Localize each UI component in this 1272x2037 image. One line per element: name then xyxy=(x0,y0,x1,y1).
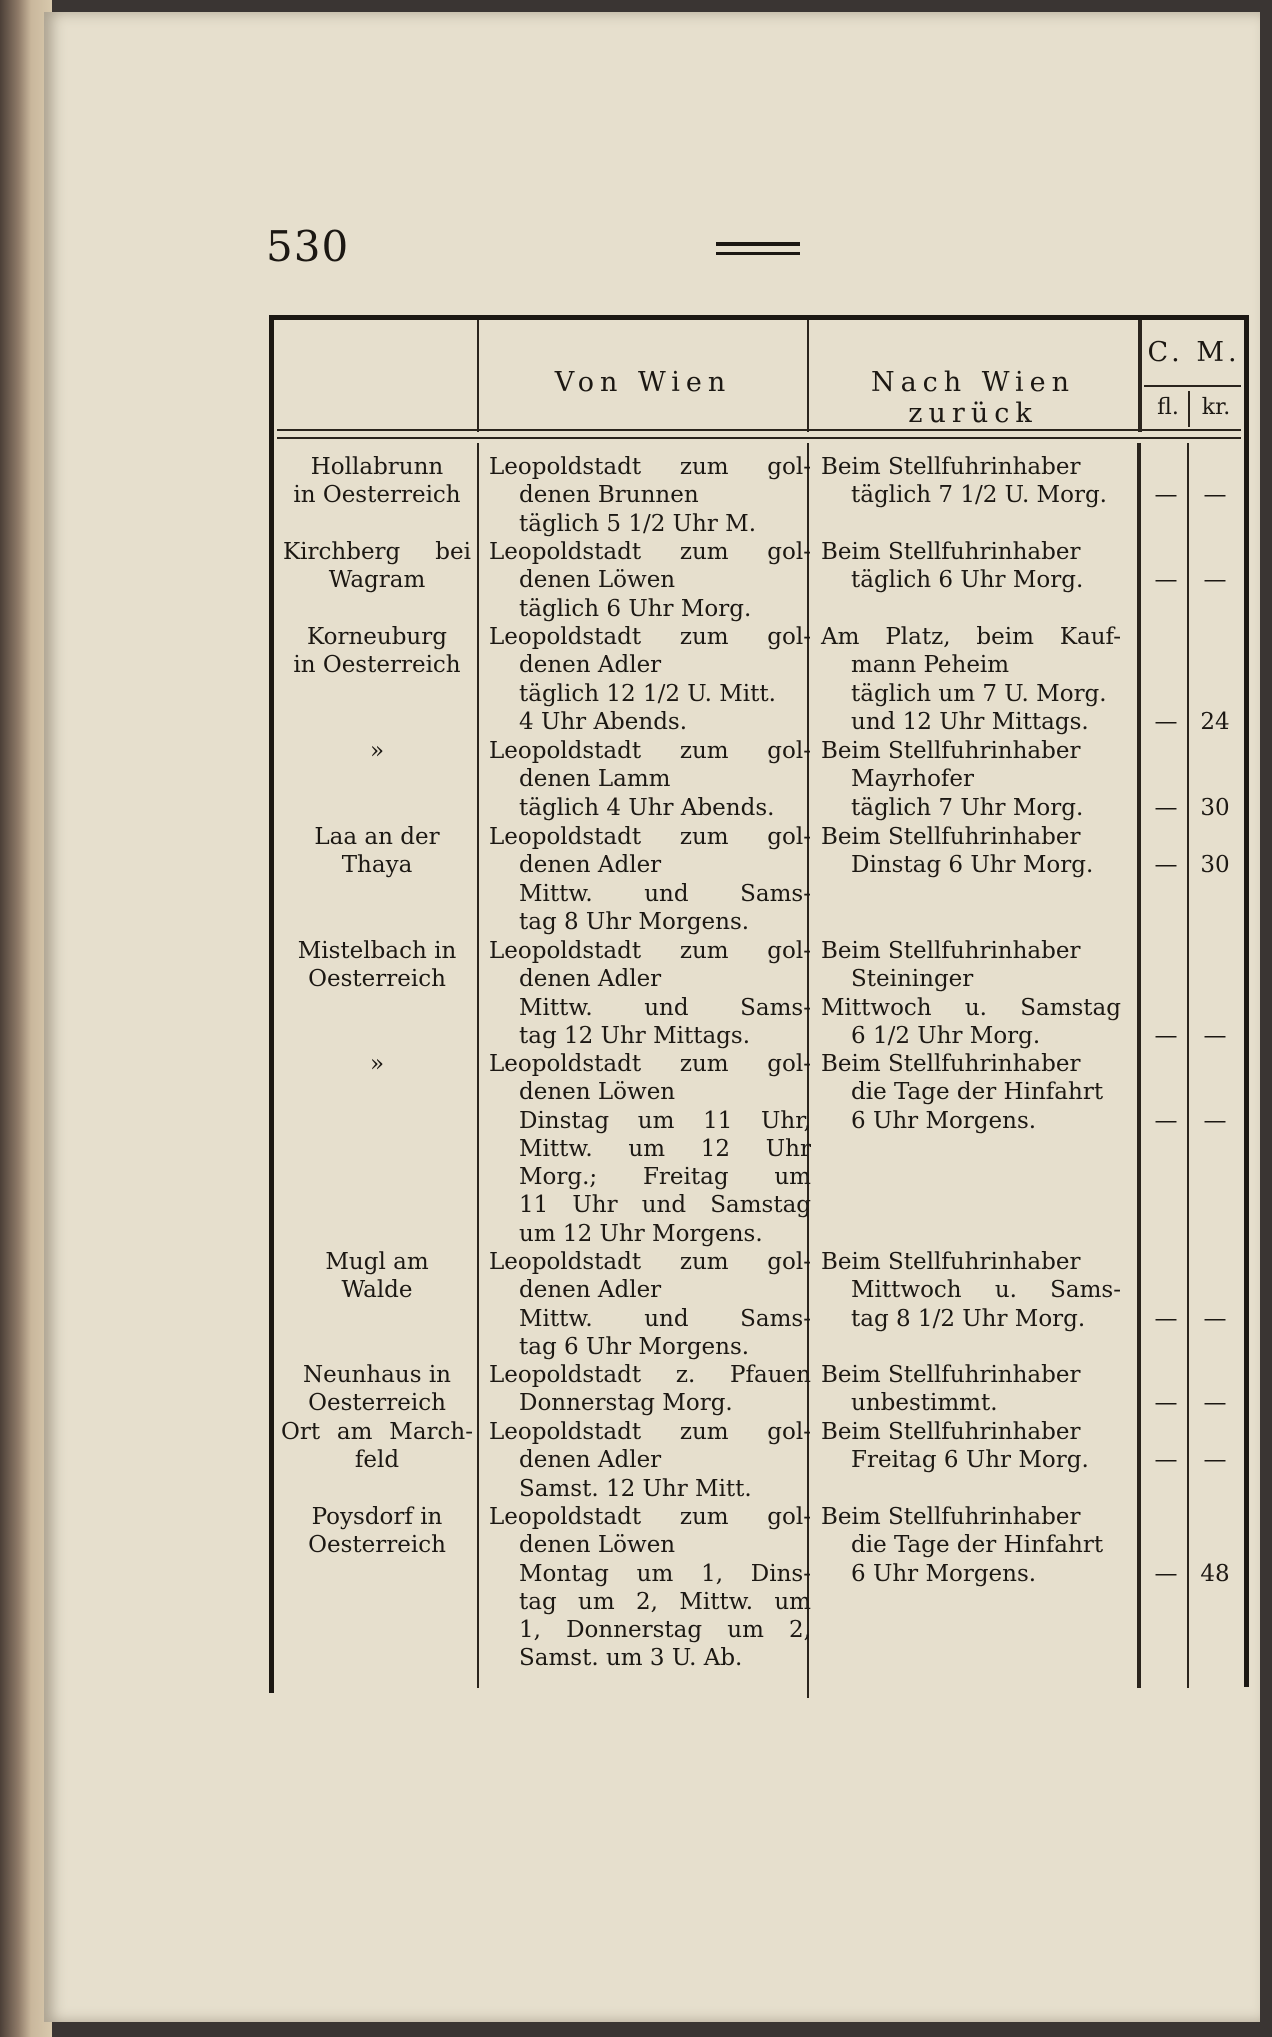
row-place: Korneuburg in Oesterreich xyxy=(293,624,461,679)
row-von-wien: Leopoldstadt zum gol- denen Lamm täglich 4 Uhr Abends. xyxy=(489,738,811,821)
header-von-wien: Von Wien xyxy=(554,367,732,398)
row-nach-wien: Beim Stellfuhrinhaber unbestimmt. xyxy=(821,1362,1081,1417)
column-divider-header-3 xyxy=(1138,320,1142,432)
row-von-wien: Leopoldstadt z. Pfauen Donnerstag Morg. xyxy=(489,1362,811,1417)
row-von-wien: Leopoldstadt zum gol- denen Adler Mittw. und Sams- tag 12 Uhr Mittags. xyxy=(489,938,811,1049)
row-place: » xyxy=(369,1051,385,1077)
column-divider-place xyxy=(477,443,479,1688)
column-divider-nach xyxy=(1137,443,1141,1688)
row-fee-fl: — xyxy=(1154,1306,1178,1332)
header-kreuzer: kr. xyxy=(1201,395,1231,420)
row-place: Laa an der Thaya xyxy=(314,824,440,879)
row-place: Mistelbach in Oesterreich xyxy=(297,938,457,993)
header-currency: C. M. xyxy=(1147,337,1241,368)
row-place: Ort am March- feld xyxy=(281,1419,473,1474)
row-fee-fl: — xyxy=(1154,1447,1178,1473)
row-fee-fl: — xyxy=(1154,795,1178,821)
row-fee-fl: — xyxy=(1154,852,1178,878)
row-fee-kr: — xyxy=(1203,1023,1227,1049)
header-ornament-rule xyxy=(716,242,800,255)
column-divider-header-1 xyxy=(477,320,479,432)
row-fee-kr: — xyxy=(1203,1306,1227,1332)
row-nach-wien: Beim Stellfuhrinhaber Mayrhofer täglich 7 Uhr Morg. xyxy=(821,738,1084,821)
header-currency-rule xyxy=(1144,385,1241,387)
row-fee-kr: 30 xyxy=(1200,795,1230,821)
row-von-wien: Leopoldstadt zum gol- denen Löwen täglich 6 Uhr Morg. xyxy=(489,539,811,622)
table-top-border xyxy=(269,315,1249,320)
header-currency-divider xyxy=(1188,391,1190,427)
row-place: Mugl am Walde xyxy=(325,1249,429,1304)
coach-schedule-table xyxy=(269,315,1249,1695)
row-nach-wien: Beim Stellfuhrinhaber die Tage der Hinfahrt 6 Uhr Morgens. xyxy=(821,1504,1104,1587)
row-fee-kr: 30 xyxy=(1200,852,1230,878)
header-rule xyxy=(277,437,1241,439)
column-divider-header-2 xyxy=(807,320,809,432)
row-fee-fl: — xyxy=(1154,1561,1178,1587)
row-nach-wien: Beim Stellfuhrinhaber Mittwoch u. Sams- tag 8 1/2 Uhr Morg. xyxy=(821,1249,1121,1332)
row-fee-kr: — xyxy=(1203,567,1227,593)
row-nach-wien: Beim Stellfuhrinhaber täglich 7 1/2 U. Morg. xyxy=(821,454,1107,509)
row-nach-wien: Beim Stellfuhrinhaber Dinstag 6 Uhr Morg. xyxy=(821,824,1094,879)
row-place: Kirchberg bei Wagram xyxy=(283,539,471,594)
row-fee-kr: — xyxy=(1203,1108,1227,1134)
table-right-border xyxy=(1244,315,1249,1687)
row-fee-kr: 24 xyxy=(1200,709,1230,735)
row-fee-kr: — xyxy=(1203,1447,1227,1473)
page-number: 530 xyxy=(266,222,350,271)
row-fee-fl: — xyxy=(1154,482,1178,508)
row-fee-kr: 48 xyxy=(1200,1561,1230,1587)
row-von-wien: Leopoldstadt zum gol- denen Adler Mittw. und Sams- tag 6 Uhr Morgens. xyxy=(489,1249,811,1360)
header-gulden: fl. xyxy=(1157,395,1179,420)
header-rule xyxy=(277,429,1241,431)
column-divider-fl xyxy=(1187,443,1189,1688)
table-left-border xyxy=(269,315,274,1693)
row-nach-wien: Beim Stellfuhrinhaber täglich 6 Uhr Morg. xyxy=(821,539,1084,594)
header-nach-wien: Nach Wien zurück xyxy=(870,367,1076,429)
row-nach-wien: Beim Stellfuhrinhaber Freitag 6 Uhr Morg. xyxy=(821,1419,1089,1474)
row-fee-fl: — xyxy=(1154,709,1178,735)
row-nach-wien: Beim Stellfuhrinhaber die Tage der Hinfahrt 6 Uhr Morgens. xyxy=(821,1051,1104,1134)
row-nach-wien: Beim Stellfuhrinhaber Steininger Mittwoch u. Samstag 6 1/2 Uhr Morg. xyxy=(821,938,1121,1049)
row-von-wien: Leopoldstadt zum gol- denen Brunnen täglich 5 1/2 Uhr M. xyxy=(489,454,811,537)
row-place: » xyxy=(369,738,385,764)
row-von-wien: Leopoldstadt zum gol- denen Adler Samst. 12 Uhr Mitt. xyxy=(489,1419,811,1502)
row-fee-fl: — xyxy=(1154,567,1178,593)
row-fee-fl: — xyxy=(1154,1390,1178,1416)
row-place: Poysdorf in Oesterreich xyxy=(308,1504,446,1559)
row-fee-fl: — xyxy=(1154,1023,1178,1049)
row-fee-kr: — xyxy=(1203,1390,1227,1416)
row-von-wien: Leopoldstadt zum gol- denen Löwen Montag um 1, Dins- tag um 2, Mittw. um 1, Donnerstag um 2, Samst. um 3 U. Ab. xyxy=(489,1504,811,1672)
row-von-wien: Leopoldstadt zum gol- denen Adler Mittw. und Sams- tag 8 Uhr Morgens. xyxy=(489,824,811,935)
row-place: Neunhaus in Oesterreich xyxy=(303,1362,451,1417)
row-von-wien: Leopoldstadt zum gol- denen Adler täglich 12 1/2 U. Mitt. 4 Uhr Abends. xyxy=(489,624,811,735)
row-fee-kr: — xyxy=(1203,482,1227,508)
row-nach-wien: Am Platz, beim Kauf- mann Peheim täglich um 7 U. Morg. und 12 Uhr Mittags. xyxy=(821,624,1121,735)
row-von-wien: Leopoldstadt zum gol- denen Löwen Dinstag um 11 Uhr, Mittw. um 12 Uhr Morg.; Freitag um 11 Uhr und Samstag um 12 Uhr Morgens. xyxy=(489,1051,811,1247)
book-page xyxy=(44,12,1260,2022)
row-place: Hollabrunn in Oesterreich xyxy=(293,454,461,509)
row-fee-fl: — xyxy=(1154,1108,1178,1134)
